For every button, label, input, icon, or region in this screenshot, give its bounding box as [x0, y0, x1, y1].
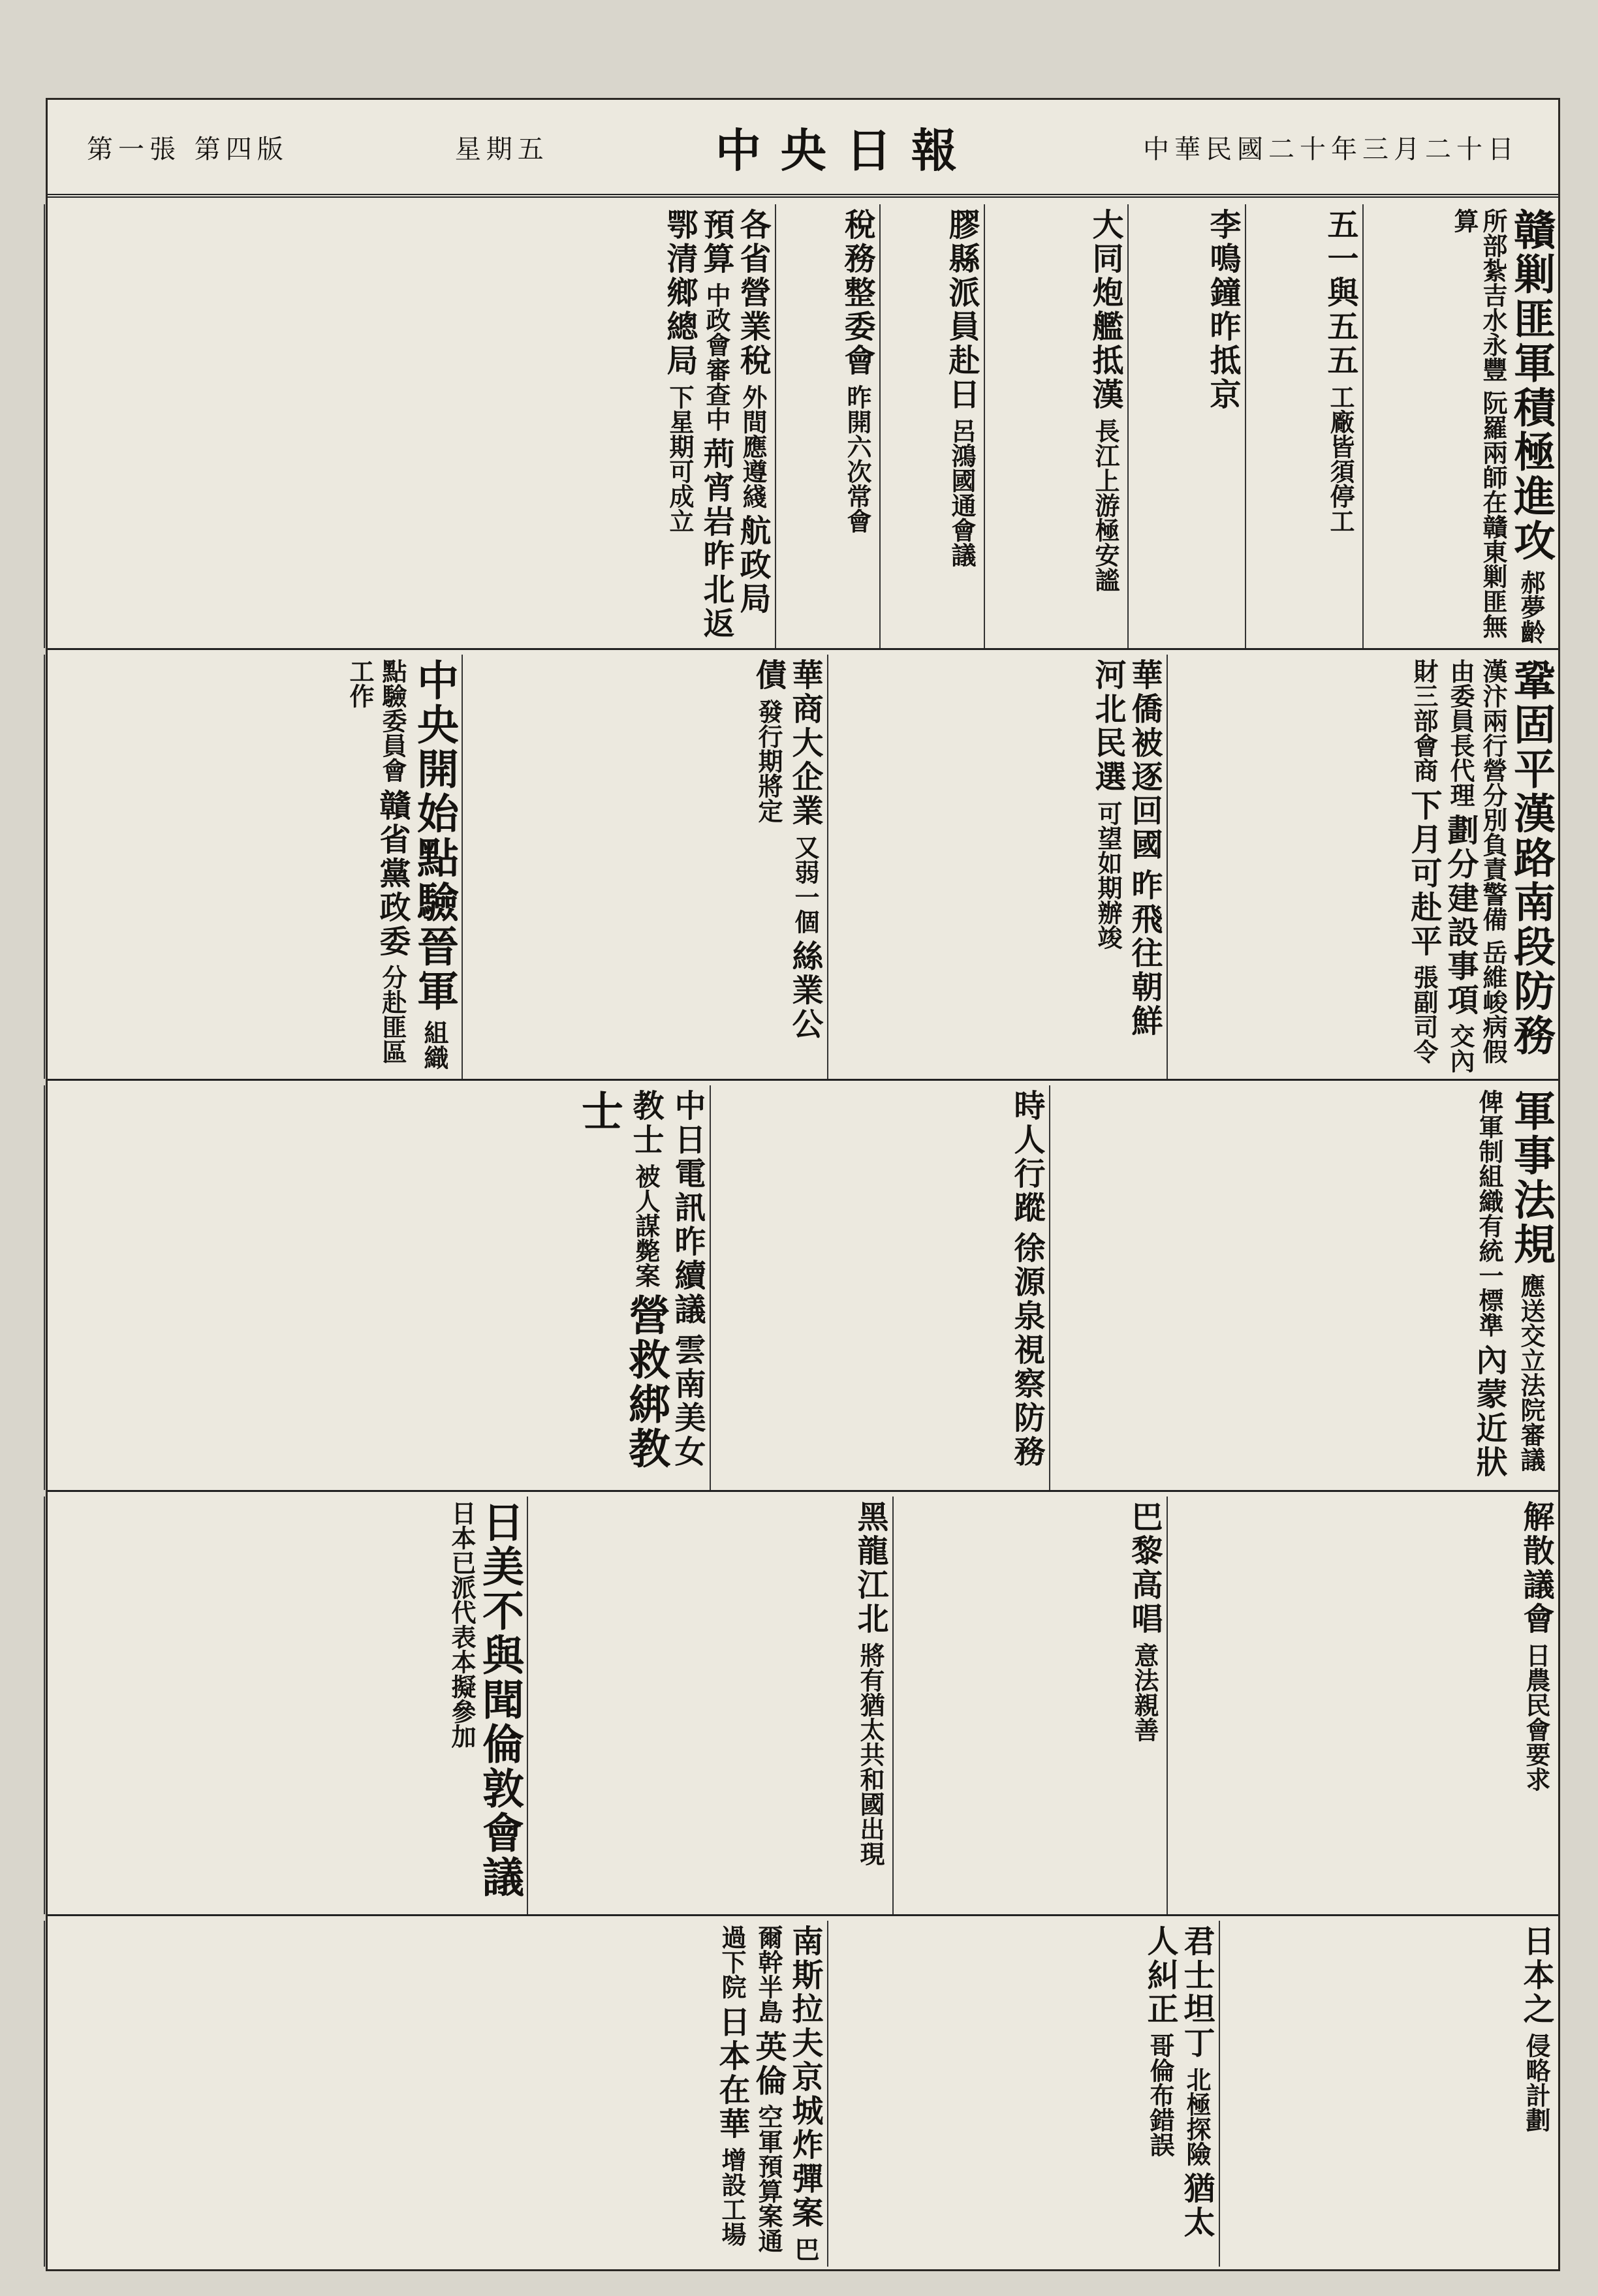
article-headline: 鄂清鄉總局: [661, 208, 698, 378]
weekday: 星期五: [454, 134, 549, 164]
row-divider: [48, 1490, 1558, 1492]
edition-label: 第一張 第四版: [87, 134, 289, 164]
article-subhead: 張副司令: [1409, 965, 1439, 1064]
article-subhead: 被人謀斃案: [631, 1163, 661, 1288]
article-subhead: 昨開六次常會: [843, 384, 872, 533]
row-divider: [48, 648, 1558, 650]
article-block: [527, 1497, 892, 1914]
article-headline: 鞏固平漢路南段防務: [1507, 659, 1556, 1058]
article-headline: 李鳴鐘昨抵京: [1204, 208, 1241, 412]
article-headline: 昨飛往朝鮮: [1126, 868, 1163, 1038]
article-headline: 雲南美女教士: [627, 1089, 706, 1469]
article-subhead: 工廠皆須停工: [1326, 384, 1355, 533]
article-block: [1167, 1497, 1558, 1914]
article-headline: 內蒙近狀: [1471, 1343, 1507, 1480]
article-headline: 徐源泉視察防務: [1009, 1231, 1045, 1469]
article-block: [879, 204, 984, 648]
article-headline: 絲業公債: [750, 659, 823, 1042]
article-headline: 膠縣派員赴日: [943, 208, 980, 412]
article-headline: 南斯拉夫京城炸彈案: [787, 1925, 823, 2230]
article-headline: 英倫: [750, 2030, 787, 2098]
issue-date: 中華民國二十年三月二十日: [1143, 134, 1519, 164]
article-subhead: 可望如期辦竣: [1093, 800, 1123, 950]
article-headline: 時人行蹤: [1009, 1089, 1045, 1225]
article-headline: 猶太人糾正: [1142, 1925, 1215, 2241]
paper-name: 中央日報: [715, 123, 977, 178]
article-subhead: 應送交立法院審議 俾軍制組織有統一標準: [1475, 1089, 1546, 1472]
article-headline: 贛剿匪軍積極進攻: [1507, 208, 1556, 563]
article-subhead: 呂鴻國通會議: [947, 418, 977, 567]
article-headline: 中日電訊昨續議: [669, 1089, 706, 1327]
article-subhead: 漢汴兩行營分別負責警備 岳維峻病假由委員長代理: [1446, 659, 1508, 1064]
article-subhead: 郝夢齡所部紮吉水永豐 阮羅兩師在贛東剿匪無算: [1450, 208, 1546, 644]
article-subhead: 組織點驗委員會: [378, 659, 449, 1070]
article-headline: 五一與五五: [1322, 208, 1358, 378]
row-divider: [48, 1079, 1558, 1081]
article-headline: 華僑被逐回國: [1126, 659, 1163, 862]
article-headline: 日美不與聞倫敦會議: [475, 1500, 524, 1900]
article-subhead: 發行期將定: [754, 698, 783, 823]
article-subhead: 空軍預算案通過下院: [717, 1925, 783, 2254]
article-block: [1219, 1921, 1558, 2267]
article-block: [462, 655, 827, 1079]
article-subhead: 北極探險: [1182, 2066, 1212, 2166]
article-subhead: 下星期可成立: [665, 384, 695, 533]
article-subhead: 日本已派代表本擬參加: [447, 1500, 477, 1748]
article-headline: 黑龍江北: [852, 1500, 888, 1636]
article-subhead: 日農民會要求: [1522, 1642, 1551, 1792]
article-subhead: 將有猶太共和國出現: [856, 1642, 885, 1866]
article-block: [827, 655, 1167, 1079]
article-headline: 軍事法規: [1507, 1089, 1556, 1267]
article-subhead: 增設工場: [717, 2147, 747, 2247]
row-divider: [48, 1914, 1558, 1916]
article-headline: 營救綁教士: [574, 1089, 670, 1472]
article-headline: 河北民選: [1089, 659, 1126, 794]
article-subhead: 哥倫布錯誤: [1146, 2032, 1175, 2157]
article-block: [1049, 1085, 1558, 1490]
article-subhead: 意法親善: [1130, 1642, 1159, 1742]
article-headline: 劃分建設事項: [1442, 813, 1479, 1017]
article-headline: 大同炮艦抵漢: [1087, 208, 1123, 412]
article-block: [44, 1497, 527, 1914]
article-subhead: 交內財三部會商: [1409, 659, 1475, 1074]
article-block: [892, 1497, 1167, 1914]
article-headline: 稅務整委會: [839, 208, 875, 378]
article-block: [1362, 204, 1558, 648]
article-block: [44, 204, 775, 648]
article-headline: 解散議會: [1518, 1500, 1554, 1636]
article-headline: 贛省黨政委: [374, 788, 411, 959]
article-subhead: 長江上游極安謐: [1091, 418, 1120, 592]
article-subhead: 外間應遵綫: [738, 384, 768, 508]
article-block: [984, 204, 1127, 648]
article-block: [1245, 204, 1362, 648]
article-headline: 巴黎高唱: [1126, 1500, 1163, 1636]
article-headline: 中央開始點驗晉軍: [410, 659, 459, 1014]
article-block: [827, 1921, 1219, 2267]
article-subhead: 分赴匪區工作: [345, 659, 407, 1064]
article-subhead: 侵略計劃: [1522, 2032, 1551, 2132]
article-block: [775, 204, 879, 648]
article-headline: 君士坦丁: [1178, 1925, 1215, 2060]
article-headline: 荊宵岩昨北返: [698, 437, 734, 642]
article-block: [1127, 204, 1245, 648]
article-headline: 日本在華: [713, 2005, 750, 2141]
article-block: [1167, 655, 1558, 1079]
masthead: [48, 100, 1558, 198]
article-block: [44, 1085, 710, 1490]
article-block: [44, 655, 462, 1079]
article-headline: 華商大企業: [787, 659, 823, 828]
article-subhead: 中政會審查中: [702, 282, 731, 431]
article-headline: 航政局預算: [698, 208, 771, 617]
article-headline: 下月可赴平: [1405, 788, 1442, 959]
article-subhead: 又弱一個: [791, 834, 820, 934]
article-block: [44, 1921, 827, 2267]
newspaper-page: [46, 98, 1560, 2271]
article-subhead: 巴爾幹半島: [754, 1925, 820, 2261]
article-headline: 日本之: [1518, 1925, 1554, 2026]
article-headline: 各省營業稅: [734, 208, 771, 378]
article-block: [710, 1085, 1049, 1490]
